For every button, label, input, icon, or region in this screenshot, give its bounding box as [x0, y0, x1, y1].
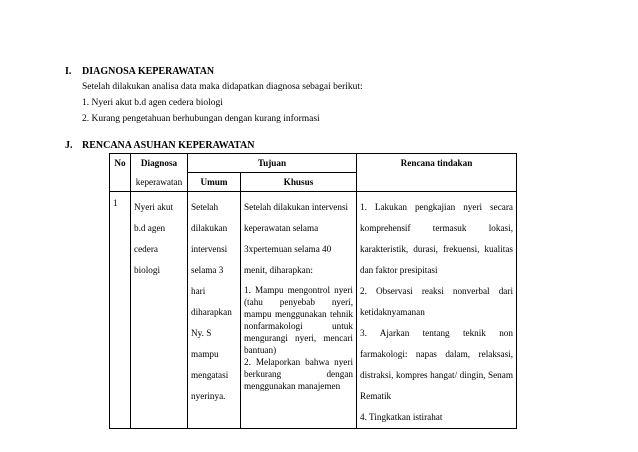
diagnosa-item-2: 2. Kurang pengetahuan berhubungan dengan kurang informasi: [82, 114, 320, 124]
table-row: [110, 192, 517, 429]
umum-line: Setelah: [191, 202, 219, 212]
umum-line: Ny. S: [191, 328, 212, 338]
header-umum: Umum: [188, 173, 241, 192]
row-rencana: [357, 192, 517, 429]
section-i-number: I.: [65, 66, 72, 77]
rencana-table: [109, 153, 517, 429]
row-khusus: [241, 192, 357, 429]
umum-line: dilakukan: [191, 223, 228, 233]
header-keperawatan: keperawatan: [131, 173, 188, 192]
umum-line: mengatasi: [191, 370, 229, 380]
section-j-title: RENCANA ASUHAN KEPERAWATAN: [82, 140, 255, 151]
umum-line: hari: [191, 286, 206, 296]
umum-line: nyerinya.: [191, 391, 226, 401]
rencana-item-1: 1. Lakukan pengkajian nyeri secara komprehensif termasuk lokasi, karakteristik, durasi, frekuensi, kualitas dan faktor presipitasi: [360, 202, 513, 275]
khusus-intro-line: Setelah dilakukan intervensi: [244, 202, 349, 212]
header-no: No: [110, 154, 131, 192]
khusus-intro-line: menit, diharapkan:: [244, 265, 313, 275]
row-no: 1: [110, 192, 131, 429]
diagnosa-item-1: 1. Nyeri akut b.d agen cedera biologi: [82, 98, 223, 108]
header-tujuan: Tujuan: [188, 154, 357, 173]
header-rencana: Rencana tindakan: [357, 154, 517, 192]
diagnosa-line: cedera: [134, 244, 158, 254]
header-khusus: Khusus: [241, 173, 357, 192]
section-j-number: J.: [65, 140, 73, 151]
umum-line: intervensi: [191, 244, 228, 254]
section-i-title: DIAGNOSA KEPERAWATAN: [82, 66, 215, 77]
khusus-intro-line: keperawatan selama: [244, 223, 319, 233]
rencana-item-2: 2. Observasi reaksi nonverbal dari ketidaknyamanan: [360, 286, 513, 317]
umum-line: mampu: [191, 349, 219, 359]
diagnosa-line: b.d agen: [134, 223, 166, 233]
diagnosa-line: biologi: [134, 265, 161, 275]
diagnosa-line: Nyeri akut: [134, 202, 174, 212]
umum-line: diharapkan: [191, 307, 232, 317]
umum-line: selama 3: [191, 265, 224, 275]
row-umum: [188, 192, 241, 429]
diagnosa-intro: Setelah dilakukan analisa data maka didapatkan diagnosa sebagai berikut:: [82, 82, 363, 92]
row-diagnosa: [131, 192, 188, 429]
rencana-item-4: 4. Tingkatkan istirahat: [360, 412, 443, 422]
header-diagnosa: Diagnosa: [131, 154, 188, 173]
rencana-item-3: 3. Ajarkan tentang teknik non farmakologi: napas dalam, relaksasi, distraksi, kompres hangat/ dingin, Senam Rematik: [360, 328, 513, 401]
khusus-item-1: 1. Mampu mengontrol nyeri (tahu penyebab nyeri, mampu menggunakan tehnik nonfarmakologi untuk mengurangi nyeri, mencari bantuan): [244, 285, 353, 355]
khusus-intro-line: 3xpertemuan selama 40: [244, 244, 332, 254]
khusus-item-2: 2. Melaporkan bahwa nyeri berkurang dengan menggunakan manajemen: [244, 357, 353, 391]
header-row-1: [110, 154, 517, 173]
